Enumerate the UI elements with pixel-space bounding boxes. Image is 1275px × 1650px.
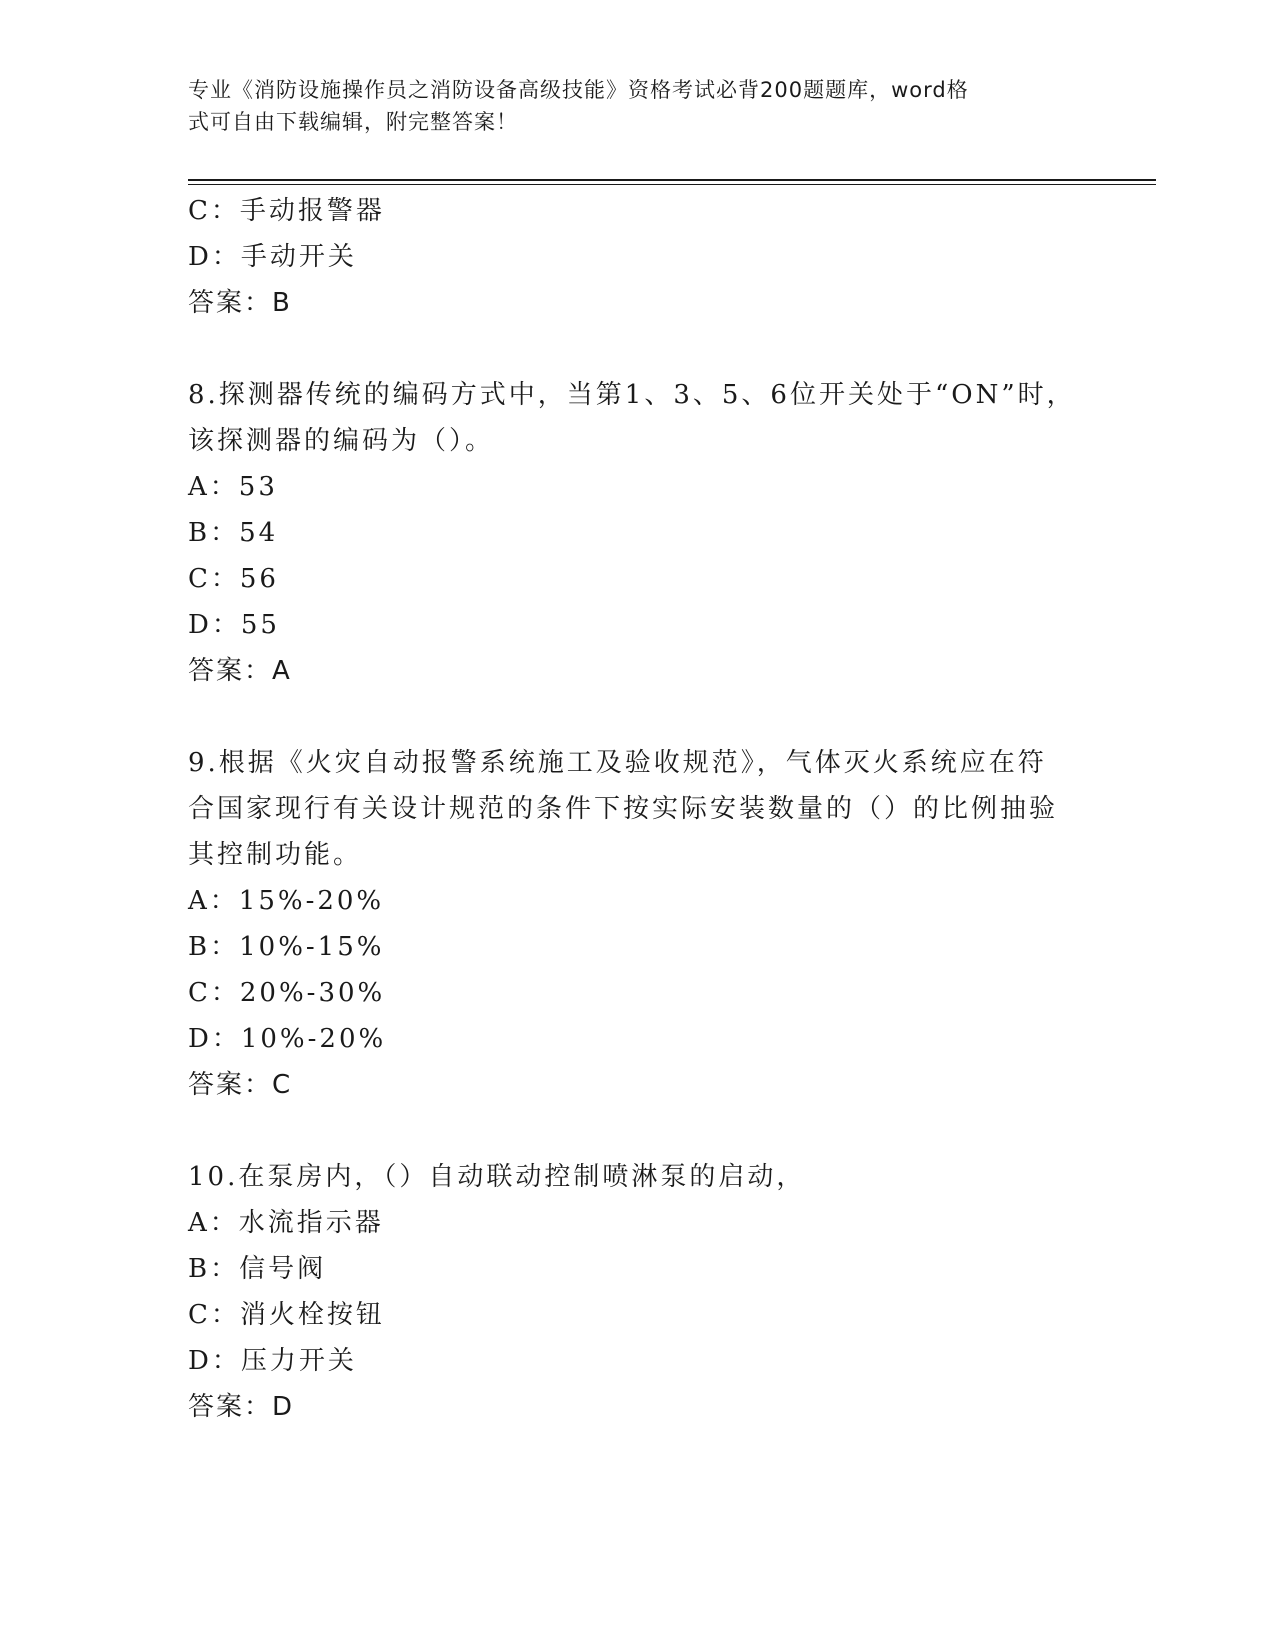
option-a: A：15%-20% bbox=[188, 886, 385, 916]
option-c: C：20%-30% bbox=[188, 978, 386, 1008]
stem-line: 9.根据《火灾自动报警系统施工及验收规范》，气体灭火系统应在符 bbox=[188, 748, 1047, 778]
header-rule-thin bbox=[188, 184, 1156, 185]
question-10 bbox=[188, 1154, 1088, 1430]
spacer bbox=[188, 694, 1088, 740]
option-a: A：水流指示器 bbox=[188, 1208, 384, 1238]
option-c: C：消火栓按钮 bbox=[188, 1300, 385, 1330]
option-d: D：10%-20% bbox=[188, 1024, 387, 1054]
document-header bbox=[188, 74, 1068, 138]
option-d: D：压力开关 bbox=[188, 1346, 357, 1376]
stem-line: 该探测器的编码为（）。 bbox=[188, 426, 495, 456]
option-a: A：53 bbox=[188, 472, 278, 502]
question-stem bbox=[188, 740, 1068, 878]
carryover-question bbox=[188, 188, 1088, 326]
question-8 bbox=[188, 372, 1088, 694]
option-b: B：54 bbox=[188, 518, 279, 548]
option-d: D：55 bbox=[188, 610, 280, 640]
header-rule-thick bbox=[188, 179, 1156, 181]
stem-line: 10.在泵房内，（）自动联动控制喷淋泵的启动， bbox=[188, 1162, 806, 1192]
stem-line: 8.探测器传统的编码方式中，当第1、3、5、6位开关处于“ON”时， bbox=[188, 380, 1076, 410]
answer-line: 答案：D bbox=[188, 1392, 295, 1422]
stem-line: 合国家现行有关设计规范的条件下按实际安装数量的（）的比例抽验 bbox=[188, 794, 1059, 824]
stem-line: 其控制功能。 bbox=[188, 840, 363, 870]
header-line-1: 专业《消防设施操作员之消防设备高级技能》资格考试必背200题题库，word格 bbox=[188, 78, 969, 102]
answer-line: 答案：A bbox=[188, 656, 292, 686]
spacer bbox=[188, 1108, 1088, 1154]
option-c: C：手动报警器 bbox=[188, 196, 385, 226]
option-c: C：56 bbox=[188, 564, 279, 594]
header-line-2: 式可自由下载编辑，附完整答案！ bbox=[188, 110, 518, 134]
spacer bbox=[188, 326, 1088, 372]
question-stem bbox=[188, 1154, 1068, 1200]
option-b: B：信号阀 bbox=[188, 1254, 327, 1284]
question-list bbox=[188, 188, 1088, 1430]
answer-line: 答案：C bbox=[188, 1070, 293, 1100]
question-stem bbox=[188, 372, 1076, 464]
question-9 bbox=[188, 740, 1088, 1108]
option-b: B：10%-15% bbox=[188, 932, 385, 962]
answer-line: 答案：B bbox=[188, 288, 292, 318]
option-d: D：手动开关 bbox=[188, 242, 357, 272]
